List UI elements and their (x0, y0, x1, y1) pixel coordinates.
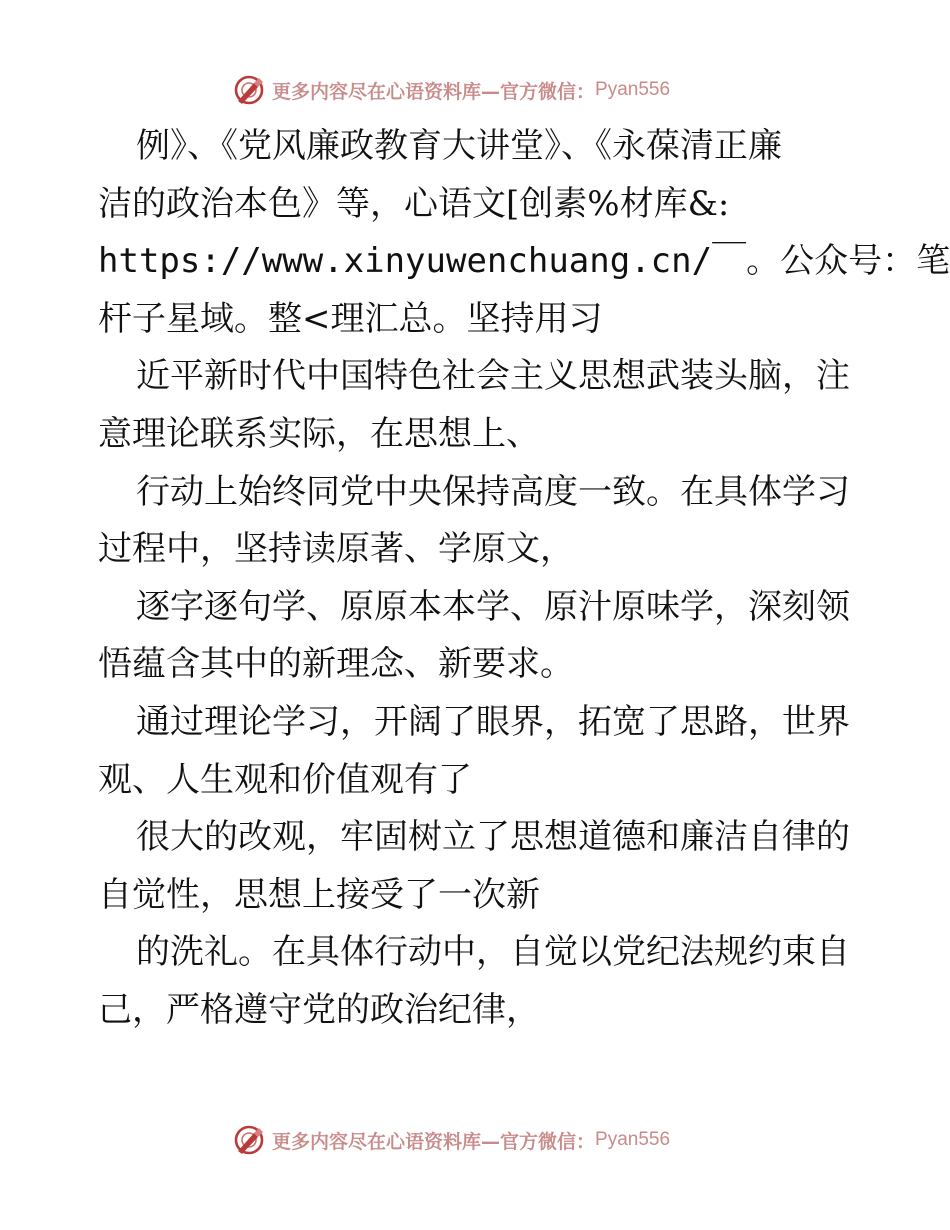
text-line: 行动上始终同党中央保持高度一致。在具体学习 (136, 471, 850, 512)
text-line: 杆子星域。整<理汇总。坚持用习 (98, 298, 603, 339)
text-line: 悟蕴含其中的新理念、新要求。 (98, 644, 574, 685)
footer-banner-text: 更多内容尽在心语资料库—官方微信： (272, 1130, 596, 1153)
footer-wechat-id: Pyan556 (595, 1129, 671, 1150)
text-line: 例》、《党风廉政教育大讲堂》、《永葆清正廉 (136, 126, 782, 166)
text-line: 逐字逐句学、原原本本学、原汁原味学，深刻领 (136, 586, 850, 627)
text-line: 自觉性，思想上接受了一次新 (98, 874, 540, 915)
text-line: 己，严格遵守党的政治纪律， (98, 989, 540, 1030)
text-line: 的洗礼。在具体行动中，自觉以党纪法规约束自 (136, 932, 850, 973)
text-line: https://www.xinyuwenchuang.cn/￣。公众号：笔 (98, 241, 950, 282)
text-line: 观、人生观和价值观有了 (98, 759, 472, 800)
document-body (98, 118, 950, 1040)
header-banner (232, 70, 670, 110)
pen-logo-icon (232, 1123, 266, 1157)
header-wechat-id: Pyan556 (595, 79, 671, 100)
text-line: 通过理论学习，开阔了眼界，拓宽了思路，世界 (136, 701, 850, 742)
text-line: 近平新时代中国特色社会主义思想武装头脑，注 (136, 356, 850, 397)
footer-banner (232, 1120, 670, 1160)
header-banner-text: 更多内容尽在心语资料库—官方微信： (272, 80, 596, 103)
text-line: 过程中，坚持读原著、学原文， (98, 529, 574, 570)
pen-logo-icon (232, 73, 266, 107)
text-line: 洁的政治本色》等，心语文[创素%材库&: (98, 183, 730, 224)
text-line: 意理论联系实际，在思想上、 (98, 413, 540, 454)
text-line: 很大的改观，牢固树立了思想道德和廉洁自律的 (136, 817, 850, 858)
